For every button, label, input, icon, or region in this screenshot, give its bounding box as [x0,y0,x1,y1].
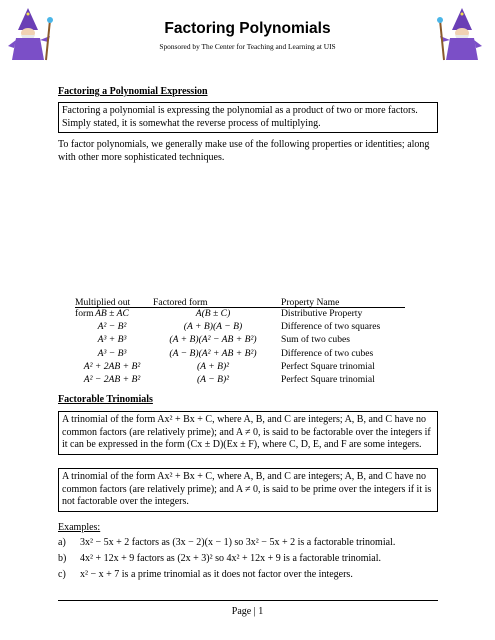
definition-box: Factoring a polynomial is expressing the polynomial as a product of two or more factors. Simply stated, it is somewhat the reverse process of multiplying. [58,102,438,133]
page-number: Page | 1 [231,606,264,617]
table-row [75,321,420,334]
table-row [75,334,420,347]
multiplied-form: A³ − B³ [97,347,127,359]
example-label: b) [58,553,67,564]
examples-heading: Examples: [58,522,101,533]
property-name: Sum of two cubes [281,334,351,346]
multiplied-form: A² − 2AB + B² [83,373,141,385]
column-header: Multiplied out form [75,297,131,319]
example-text: 3x² − 5x + 2 factors as (3x − 2)(x − 1) so 3x² − 5x + 2 is a factorable trinomial. [80,537,396,548]
table-row [75,348,420,361]
section-heading-trinomials: Factorable Trinomials [58,394,153,405]
factored-form: A(B ± C) [195,308,231,319]
multiplied-form: A² − B² [97,321,127,333]
sponsor-line: Sponsored by The Center for Teaching and Learning at UIS [159,42,336,51]
example-text: x² − x + 7 is a prime trinomial as it does not factor over the integers. [80,569,353,580]
property-name: Perfect Square trinomial [281,360,375,372]
prime-definition-box: A trinomial of the form Ax² + Bx + C, where A, B, and C are integers; A, B, and C have no common factors (are relatively prime); and A ≠ 0, is said to be prime over the integers if it is not factorable over the integers. [58,468,438,512]
property-name: Perfect Square trinomial [281,373,375,385]
page-title: Factoring Polynomials [164,20,331,37]
example-item [58,569,353,580]
column-header: Factored form [153,297,208,308]
factored-form: (A − B)² [196,373,230,385]
factored-form: (A + B)(A − B) [183,321,243,333]
table-row [75,361,420,374]
factored-form: (A − B)(A² + AB + B²) [169,347,257,359]
intro-paragraph: To factor polynomials, we generally make use of the following properties or identities; along with other more sophisticated techniques. [58,139,430,163]
identities-table [75,297,420,387]
example-text: 4x² + 12x + 9 factors as (2x + 3)² so 4x² + 12x + 9 is a factorable trinomial. [80,553,382,564]
factored-form: (A + B)(A² − AB + B²) [169,334,257,346]
example-item [58,537,395,548]
property-name: Distributive Property [281,308,363,319]
table-row [75,374,420,387]
multiplied-form: A³ + B³ [97,334,127,346]
example-item [58,553,381,564]
multiplied-form: AB ± AC [95,308,129,319]
section-heading-factoring: Factoring a Polynomial Expression [58,86,208,97]
factored-form: (A + B)² [196,360,230,372]
property-name: Difference of two squares [281,321,381,333]
example-label: a) [58,537,66,548]
example-label: c) [58,569,66,580]
column-header: Property Name [281,297,340,308]
factorable-definition-box: A trinomial of the form Ax² + Bx + C, where A, B, and C are integers; A, B, and C have no common factors (are relatively prime); and A ≠ 0, is said to be factorable over the integers if it can be expressed in the form (Cx ± D)(Ex ± F), where C, D, E, and F are some integers. [58,411,438,455]
property-name: Difference of two cubes [281,347,374,359]
table-row [75,308,420,321]
footer-divider [58,600,438,601]
multiplied-form: A² + 2AB + B² [83,360,141,372]
